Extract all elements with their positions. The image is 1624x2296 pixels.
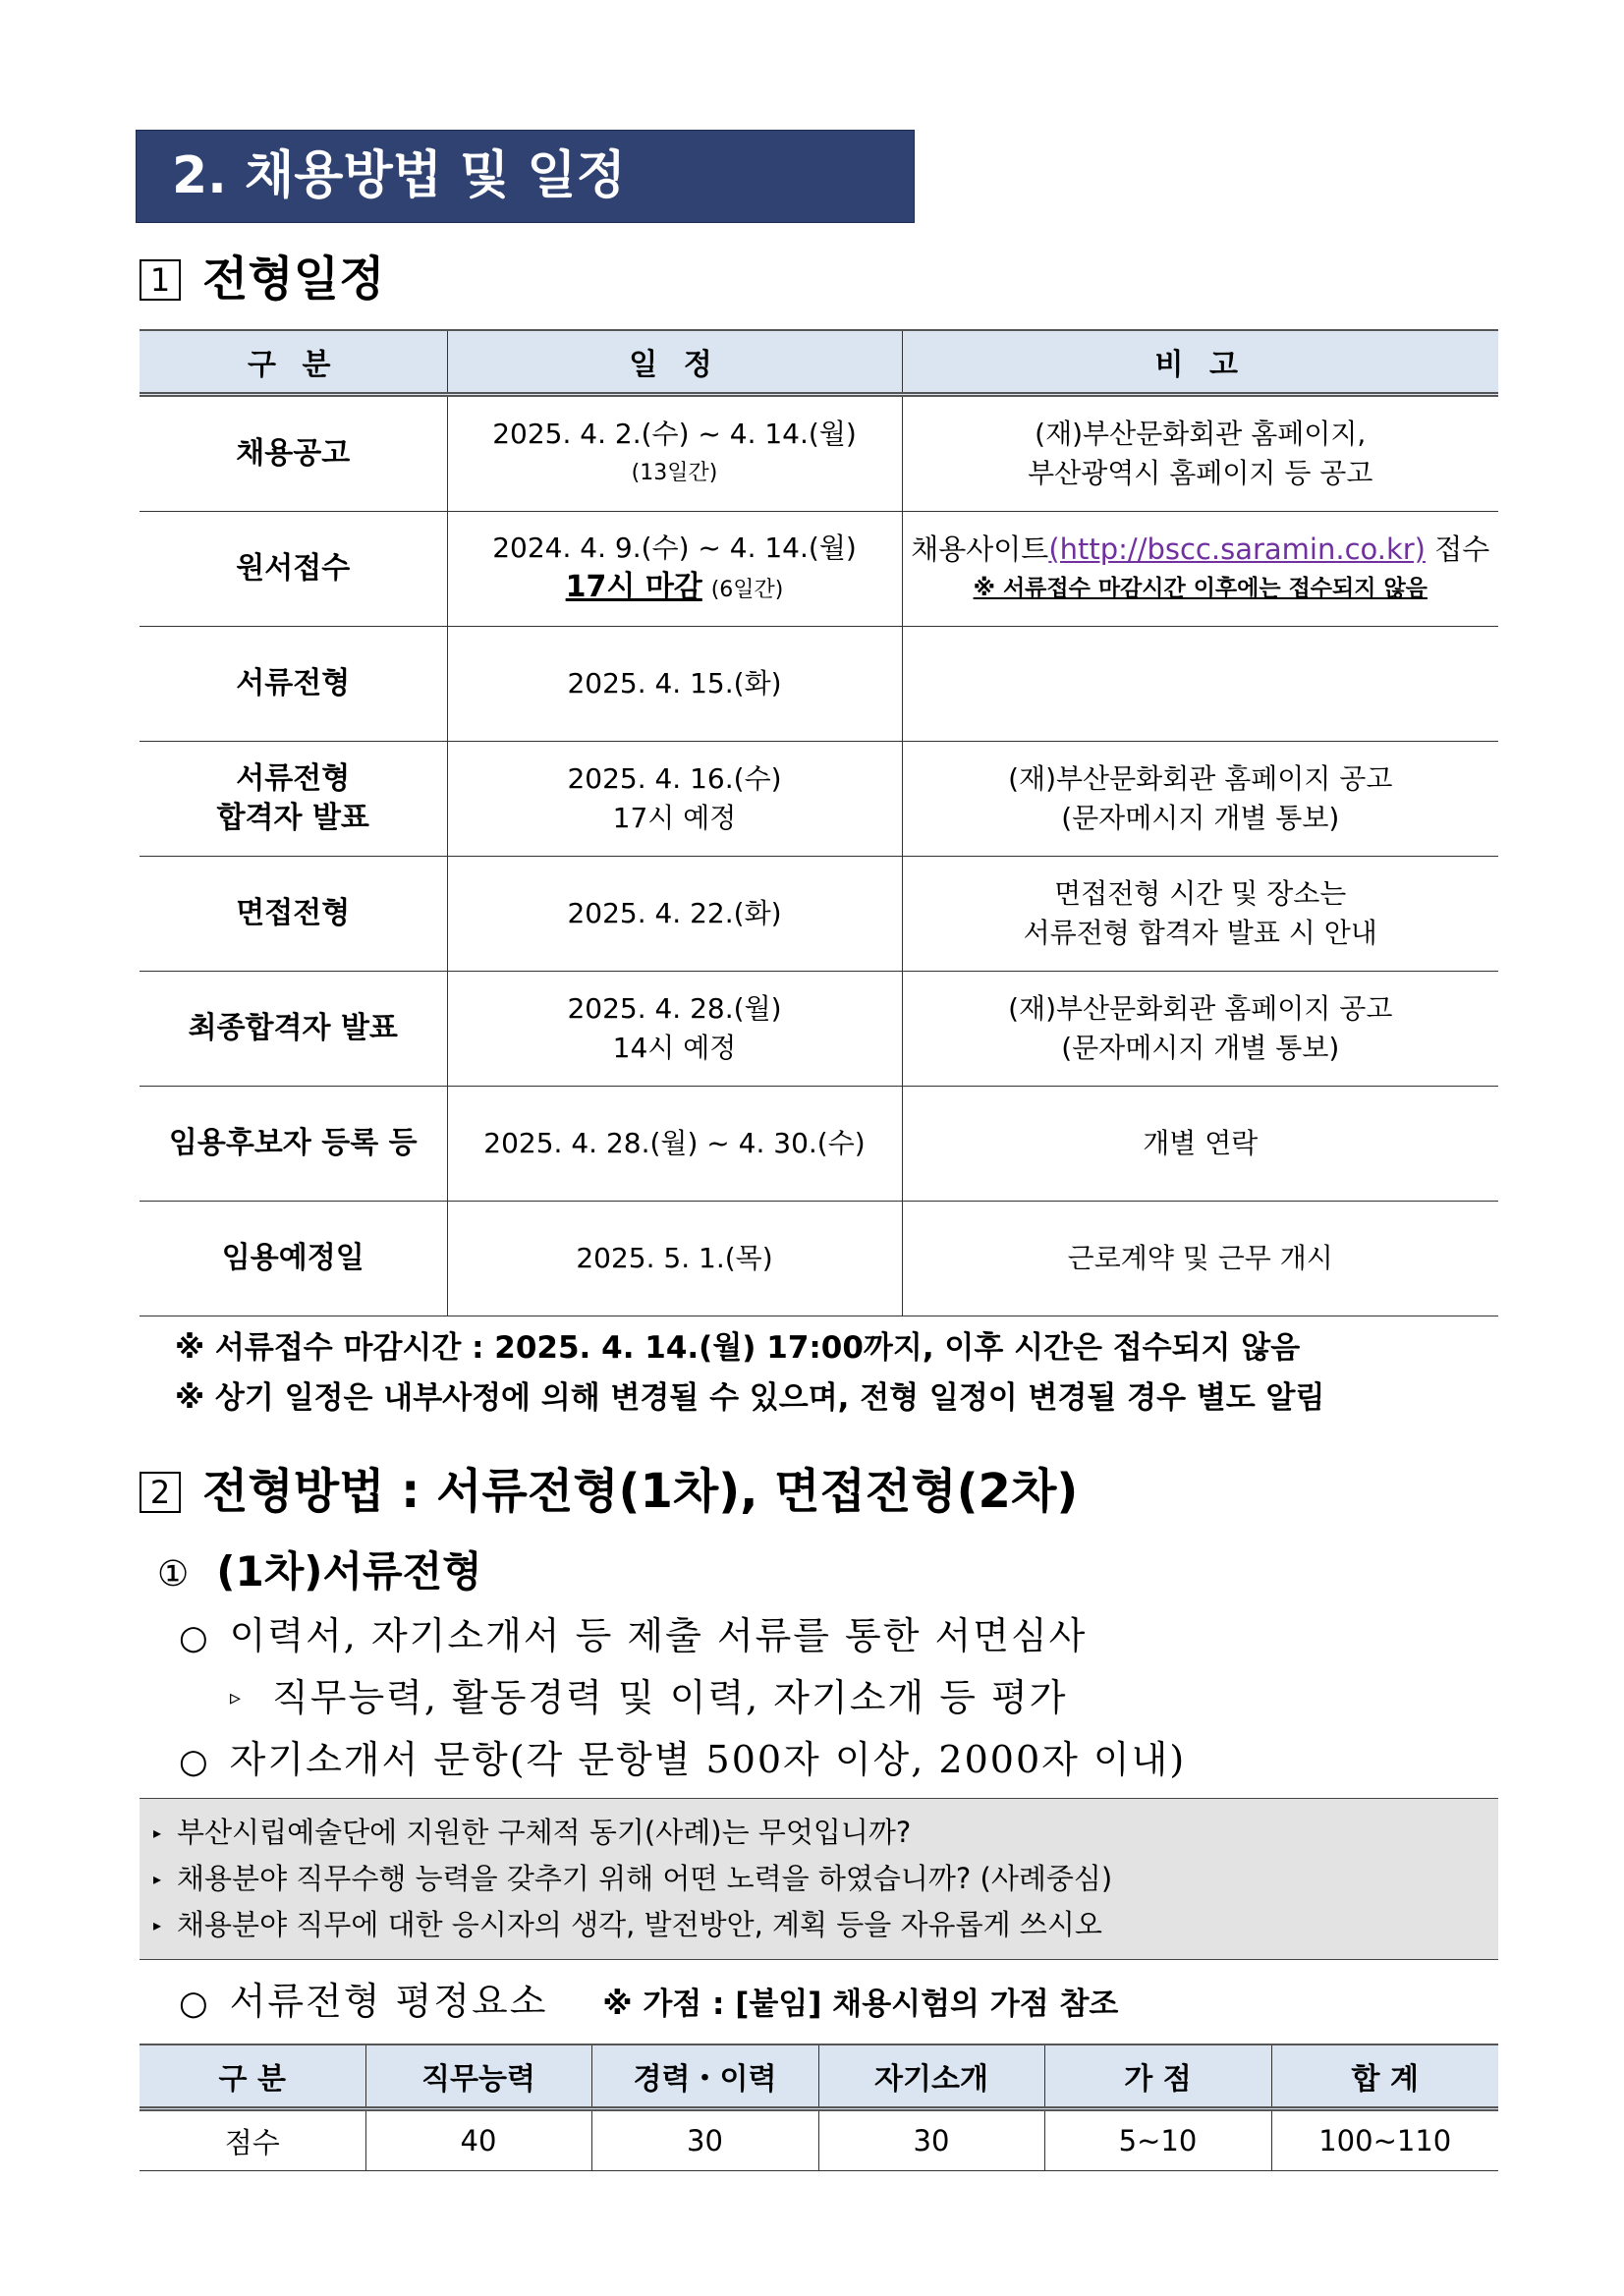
section-title: 2. 채용방법 및 일정 [172,146,626,205]
header-category: 구 분 [140,330,447,395]
table-row [140,742,1498,857]
bonus-points-note: ※ 가점 : [붙임] 채용시험의 가점 참조 [602,1987,1119,2022]
table-row [140,972,1498,1087]
document-screening-heading [157,1545,482,1601]
bullet-circle-icon: ○ [179,1618,210,1657]
deadline-emphasis: 17시 마감 [565,569,702,604]
schedule-note-change: ※ 상기 일정은 내부사정에 의해 변경될 수 있으며, 전형 일정이 변경될 경우 별도 알림 [175,1380,1325,1416]
method-heading [140,1462,1078,1521]
row-note: 면접전형 시간 및 장소는 서류전형 합격자 발표 시 안내 [902,857,1498,972]
schedule-note-deadline: ※ 서류접수 마감시간 : 2025. 4. 14.(월) 17:00까지, 이후 시간은 접수되지 않음 [175,1330,1301,1366]
score-header-row: 구 분 직무능력 경력・이력 자기소개 가 점 합 계 [140,2044,1498,2109]
table-row [140,395,1498,512]
saramin-link[interactable]: (http://bscc.saramin.co.kr) [1048,532,1426,566]
row-category: 서류전형 합격자 발표 [140,742,447,857]
row-category: 면접전형 [140,857,447,972]
row-date: 2025. 4. 22.(화) [447,857,902,972]
screening-line-1: ○ 이력서, 자기소개서 등 제출 서류를 통한 서면심사 [179,1614,1088,1657]
row-category: 임용후보자 등록 등 [140,1087,447,1202]
row-category: 서류전형 [140,627,447,742]
triangle-bullet-icon: ▹ [230,1686,244,1710]
schedule-number-box: 1 [140,259,181,301]
header-date: 일 정 [447,330,902,395]
list-item: ▸ 부산시립예술단에 지원한 구체적 동기(사례)는 무엇입니까? [153,1816,912,1849]
row-note: (재)부산문화회관 홈페이지 공고 (문자메시지 개별 통보) [902,742,1498,857]
schedule-table [140,329,1498,1316]
score-table [140,2044,1498,2171]
row-note: 채용사이트(http://bscc.saramin.co.kr) 접수 ※ 서류접수 마감시간 이후에는 접수되지 않음 [902,512,1498,627]
screening-line-1-sub: ▹ 직무능력, 활동경력 및 이력, 자기소개 등 평가 [230,1676,1068,1719]
row-note: 근로계약 및 근무 개시 [902,1202,1498,1316]
method-number-box: 2 [140,1472,181,1513]
arrow-bullet-icon: ▸ [153,1870,162,1888]
row-category: 원서접수 [140,512,447,627]
table-row [140,627,1498,742]
row-note: (재)부산문화회관 홈페이지, 부산광역시 홈페이지 등 공고 [902,395,1498,512]
row-date: 2025. 4. 15.(화) [447,627,902,742]
table-row [140,857,1498,972]
evaluation-label: 서류전형 평정요소 [229,1980,548,2023]
list-item: ▸ 채용분야 직무수행 능력을 갖추기 위해 어떤 노력을 하였습니까? (사례중심) [153,1862,1113,1895]
screening-line-2: ○ 자기소개서 문항(각 문항별 500자 이상, 2000자 이내) [179,1738,1187,1781]
document-screening-title: (1차)서류전형 [216,1547,482,1596]
bullet-circle-icon: ○ [179,1742,210,1781]
row-date: 2025. 4. 16.(수) 17시 예정 [447,742,902,857]
arrow-bullet-icon: ▸ [153,1916,162,1934]
submission-warning: ※ 서류접수 마감시간 이후에는 접수되지 않음 [973,576,1428,601]
table-row [140,512,1498,627]
bullet-circle-icon: ○ [179,1984,210,2023]
table-row [140,1202,1498,1316]
row-date: 2025. 5. 1.(목) [447,1202,902,1316]
row-note: 개별 연락 [902,1087,1498,1202]
row-category: 채용공고 [140,395,447,512]
list-item: ▸ 채용분야 직무에 대한 응시자의 생각, 발전방안, 계획 등을 자유롭게 쓰시오 [153,1908,1102,1941]
row-note [902,627,1498,742]
row-date: 2025. 4. 2.(수) ~ 4. 14.(월) (13일간) [447,395,902,512]
table-row [140,1087,1498,1202]
row-note: (재)부산문화회관 홈페이지 공고 (문자메시지 개별 통보) [902,972,1498,1087]
schedule-heading [140,250,384,308]
essay-questions-box [140,1798,1498,1960]
row-category: 임용예정일 [140,1202,447,1316]
evaluation-elements-line [179,1977,1118,2029]
header-note: 비 고 [902,330,1498,395]
circled-number: ① [157,1554,190,1595]
row-category: 최종합격자 발표 [140,972,447,1087]
section-title-banner [136,130,915,223]
row-date: 2025. 4. 28.(월) 14시 예정 [447,972,902,1087]
schedule-header-row [140,330,1498,395]
table-row: 점수 40 30 30 5~10 100~110 [140,2109,1498,2171]
row-date: 2024. 4. 9.(수) ~ 4. 14.(월) 17시 마감 (6일간) [447,512,902,627]
schedule-title: 전형일정 [202,252,385,307]
arrow-bullet-icon: ▸ [153,1823,162,1842]
method-title: 전형방법 : 서류전형(1차), 면접전형(2차) [202,1464,1079,1519]
row-date: 2025. 4. 28.(월) ~ 4. 30.(수) [447,1087,902,1202]
